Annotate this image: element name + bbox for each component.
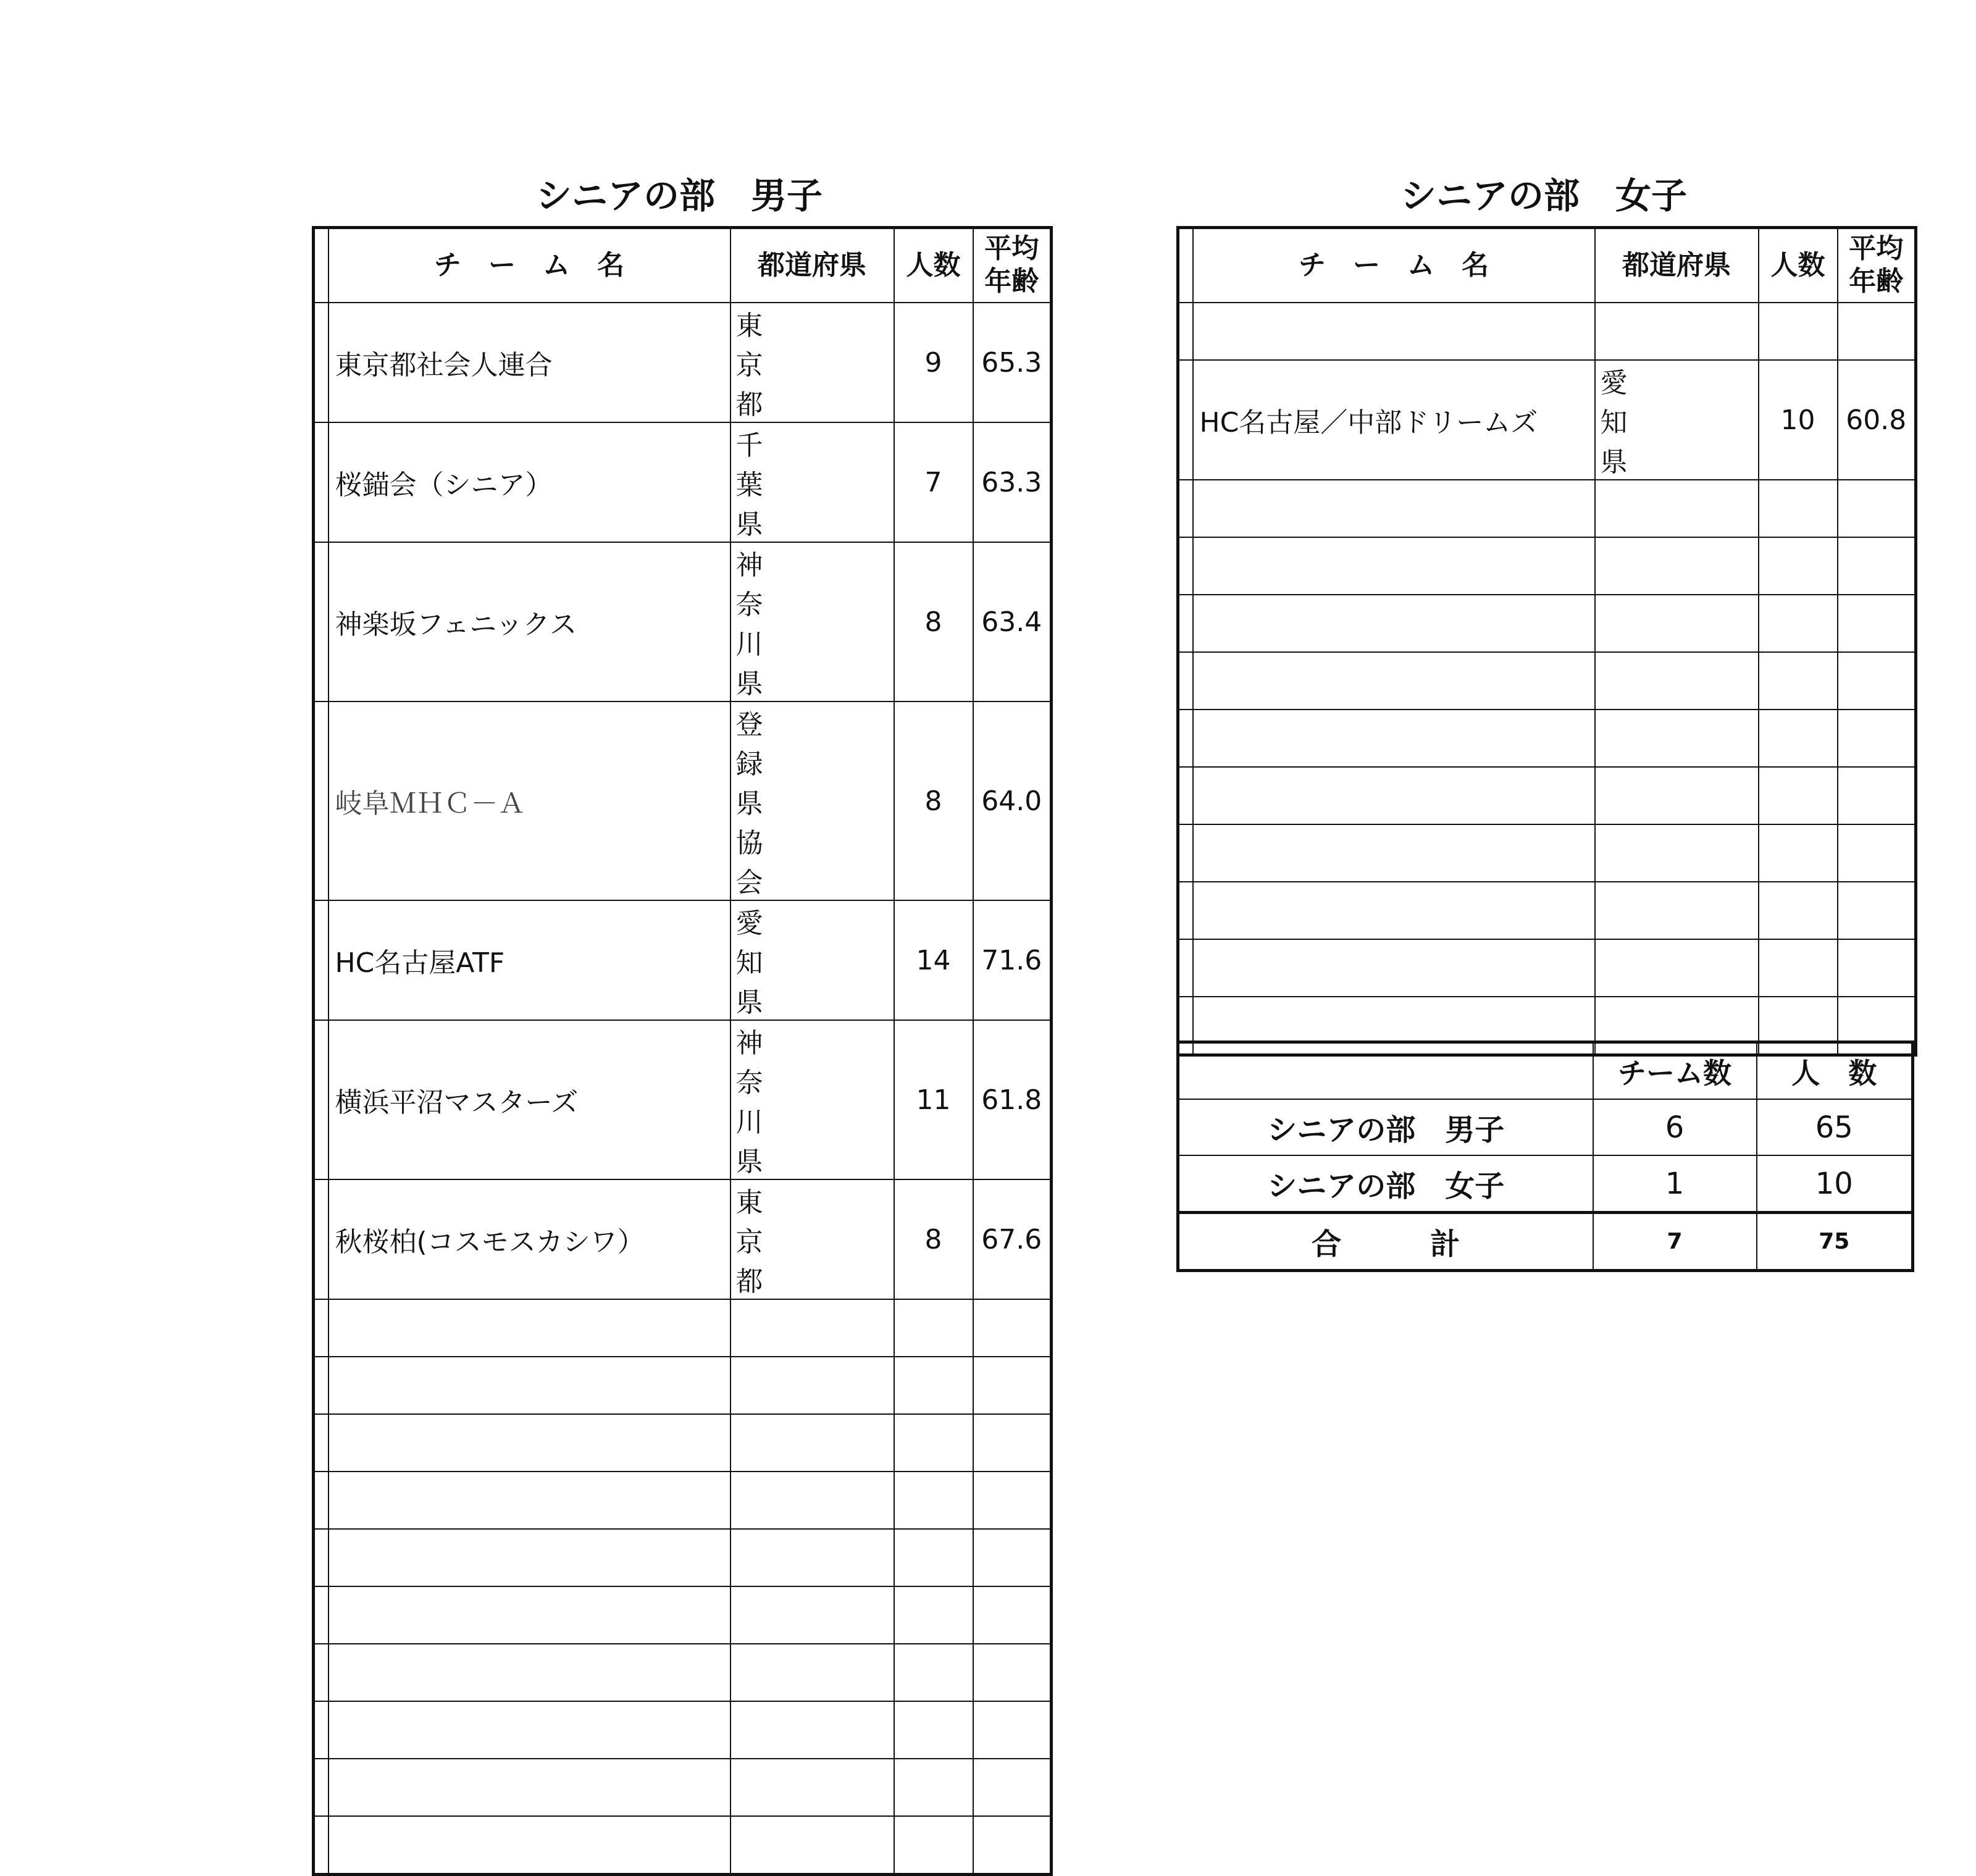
summary-table: [1176, 1041, 1914, 1272]
average-age-header-line2: 年齢: [984, 266, 1039, 297]
average-age-cell: [1838, 480, 1916, 537]
prefecture-cell: [1595, 360, 1759, 480]
count-cell: [1759, 882, 1838, 939]
prefecture-char: 県: [735, 1146, 763, 1178]
table-row: [314, 303, 1052, 422]
row-stub: [314, 1644, 329, 1701]
count-header: 人数: [894, 228, 973, 303]
prefecture-text: [736, 543, 889, 701]
men-header-row: [314, 228, 1052, 303]
table-row: [314, 1357, 1052, 1414]
row-stub: [314, 1179, 329, 1299]
count-cell: [894, 1357, 973, 1414]
prefecture-char: 県: [735, 987, 763, 1018]
row-stub: [1178, 652, 1193, 710]
prefecture-text: [1601, 361, 1753, 479]
row-stub: [314, 701, 329, 900]
prefecture-char: 県: [1600, 446, 1628, 478]
row-stub: [1178, 303, 1193, 360]
row-stub: [1178, 824, 1193, 882]
count-cell: 7: [894, 422, 973, 542]
table-row: [314, 1644, 1052, 1701]
team-name-cell: [1193, 537, 1595, 595]
row-stub: [314, 1759, 329, 1816]
count-cell: [1759, 652, 1838, 710]
prefecture-cell: [1595, 939, 1759, 997]
prefecture-text: [736, 423, 889, 542]
table-row: [1178, 939, 1916, 997]
average-age-cell: 67.6: [973, 1179, 1052, 1299]
count-cell: [1759, 480, 1838, 537]
team-name-cell: [329, 1529, 731, 1586]
summary-teams: 1: [1593, 1155, 1757, 1213]
team-name-cell: [329, 1357, 731, 1414]
row-stub: [314, 900, 329, 1020]
row-stub: [314, 1529, 329, 1586]
average-age-cell: [1838, 537, 1916, 595]
average-age-cell: 60.8: [1838, 360, 1916, 480]
prefecture-cell: [731, 422, 894, 542]
average-age-cell: 71.6: [973, 900, 1052, 1020]
count-cell: 11: [894, 1020, 973, 1179]
team-name-cell: [1193, 710, 1595, 767]
row-stub: [314, 1299, 329, 1357]
prefecture-cell: [1595, 767, 1759, 824]
count-cell: 14: [894, 900, 973, 1020]
team-name-cell: [329, 1414, 731, 1472]
summary-people: 65: [1757, 1099, 1913, 1155]
prefecture-cell: [1595, 537, 1759, 595]
prefecture-char: 神: [735, 1028, 763, 1059]
average-age-cell: [973, 1586, 1052, 1644]
prefecture-cell: [1595, 882, 1759, 939]
average-age-cell: [973, 1644, 1052, 1701]
table-row: [314, 1586, 1052, 1644]
average-age-cell: [1838, 710, 1916, 767]
average-age-cell: [1838, 652, 1916, 710]
team-name-cell: 横浜平沼マスターズ: [329, 1020, 731, 1179]
prefecture-cell: [1595, 303, 1759, 360]
row-stub: [314, 542, 329, 701]
prefecture-cell: [1595, 824, 1759, 882]
prefecture-char: 県: [735, 788, 763, 819]
table-row: [1178, 882, 1916, 939]
average-age-cell: [973, 1759, 1052, 1816]
prefecture-cell: [1595, 710, 1759, 767]
team-name-cell: HC名古屋／中部ドリームズ: [1193, 360, 1595, 480]
table-row: [314, 1414, 1052, 1472]
row-stub: [1178, 537, 1193, 595]
prefecture-char: 京: [735, 350, 763, 381]
summary-people-header: 人 数: [1757, 1042, 1913, 1100]
prefecture-cell: [731, 1472, 894, 1529]
prefecture-char: 協: [735, 827, 763, 859]
row-stub: [1178, 767, 1193, 824]
prefecture-cell: [731, 1020, 894, 1179]
prefecture-char: 愛: [735, 908, 763, 939]
row-stub: [314, 1414, 329, 1472]
prefecture-char: 東: [735, 1187, 763, 1218]
prefecture-char: 奈: [735, 1067, 763, 1099]
summary-teams: 6: [1593, 1099, 1757, 1155]
average-age-cell: [973, 1529, 1052, 1586]
team-name-cell: 桜錨会（シニア）: [329, 422, 731, 542]
team-name-cell: 神楽坂フェニックス: [329, 542, 731, 701]
team-name-cell: [329, 1299, 731, 1357]
row-stub: [1178, 939, 1193, 997]
women-header-row: [1178, 228, 1916, 303]
row-stub: [1178, 882, 1193, 939]
count-cell: [894, 1759, 973, 1816]
team-name-cell: HC名古屋ATF: [329, 900, 731, 1020]
summary-row-men: [1178, 1099, 1913, 1155]
table-row: [1178, 537, 1916, 595]
prefecture-char: 千: [735, 430, 763, 461]
row-stub: [314, 1472, 329, 1529]
count-cell: 8: [894, 1179, 973, 1299]
team-name-cell: [1193, 652, 1595, 710]
count-cell: [894, 1586, 973, 1644]
average-age-header: [973, 228, 1052, 303]
prefecture-char: 録: [735, 748, 763, 780]
prefecture-text: [736, 303, 889, 422]
average-age-header: [1838, 228, 1916, 303]
prefecture-cell: [731, 1759, 894, 1816]
count-cell: 9: [894, 303, 973, 422]
count-cell: [1759, 303, 1838, 360]
prefecture-cell: [731, 701, 894, 900]
table-row: [314, 701, 1052, 900]
table-row: [314, 1816, 1052, 1875]
count-cell: [1759, 710, 1838, 767]
average-age-cell: 63.3: [973, 422, 1052, 542]
prefecture-char: 県: [735, 668, 763, 700]
table-row: [314, 1020, 1052, 1179]
average-age-header-line1: 平均: [984, 233, 1039, 265]
prefecture-cell: [731, 1357, 894, 1414]
count-cell: 8: [894, 701, 973, 900]
prefecture-char: 京: [735, 1226, 763, 1258]
team-name-cell: [329, 1759, 731, 1816]
row-stub: [314, 1701, 329, 1759]
prefecture-char: 東: [735, 310, 763, 341]
table-row: [314, 422, 1052, 542]
row-stub: [1178, 480, 1193, 537]
team-name-cell: 岐阜ＭＨＣ－Ａ: [329, 701, 731, 900]
prefecture-header: 都道府県: [1595, 228, 1759, 303]
prefecture-cell: [1595, 595, 1759, 652]
table-row: [314, 1759, 1052, 1816]
table-row: [1178, 710, 1916, 767]
prefecture-cell: [731, 1701, 894, 1759]
prefecture-char: 川: [735, 1107, 763, 1138]
prefecture-cell: [731, 1816, 894, 1875]
prefecture-char: 知: [1600, 407, 1628, 438]
team-name-cell: [329, 1701, 731, 1759]
summary-corner: [1178, 1042, 1593, 1100]
prefecture-cell: [731, 1644, 894, 1701]
team-name-cell: [1193, 767, 1595, 824]
row-stub: [1178, 595, 1193, 652]
table-row: [314, 1472, 1052, 1529]
count-cell: 10: [1759, 360, 1838, 480]
table-row: [314, 1179, 1052, 1299]
summary-row-women: [1178, 1155, 1913, 1213]
summary-label: シニアの部 女子: [1178, 1155, 1593, 1213]
prefecture-cell: [731, 1299, 894, 1357]
team-name-cell: [1193, 824, 1595, 882]
prefecture-cell: [731, 900, 894, 1020]
average-age-cell: [973, 1701, 1052, 1759]
table-row: [1178, 595, 1916, 652]
summary-label: シニアの部 男子: [1178, 1099, 1593, 1155]
average-age-cell: [1838, 767, 1916, 824]
prefecture-header: 都道府県: [731, 228, 894, 303]
prefecture-char: 奈: [735, 589, 763, 621]
row-stub: [314, 303, 329, 422]
team-name-cell: 東京都社会人連合: [329, 303, 731, 422]
row-stub: [314, 228, 329, 303]
prefecture-cell: [731, 542, 894, 701]
prefecture-cell: [1595, 652, 1759, 710]
prefecture-char: 都: [735, 389, 763, 421]
count-cell: [1759, 767, 1838, 824]
average-age-cell: [973, 1414, 1052, 1472]
count-cell: [894, 1299, 973, 1357]
table-row: [314, 1529, 1052, 1586]
team-name-cell: 秋桜柏(コスモスカシワ）: [329, 1179, 731, 1299]
prefecture-char: 都: [735, 1266, 763, 1297]
team-name-cell: [329, 1816, 731, 1875]
average-age-cell: 63.4: [973, 542, 1052, 701]
row-stub: [1178, 228, 1193, 303]
team-name-cell: [329, 1472, 731, 1529]
row-stub: [314, 1586, 329, 1644]
women-table: [1176, 226, 1917, 1057]
count-cell: [894, 1816, 973, 1875]
average-age-cell: [1838, 939, 1916, 997]
prefecture-cell: [731, 1586, 894, 1644]
prefecture-char: 葉: [735, 469, 763, 501]
table-row: [1178, 824, 1916, 882]
summary-header-row: [1178, 1042, 1913, 1100]
table-row: [314, 1701, 1052, 1759]
table-row: [1178, 303, 1916, 360]
average-age-cell: [1838, 882, 1916, 939]
row-stub: [314, 1816, 329, 1875]
average-age-cell: [1838, 595, 1916, 652]
count-cell: [894, 1701, 973, 1759]
summary-total-row: [1178, 1213, 1913, 1271]
prefecture-char: 登: [735, 709, 763, 740]
prefecture-cell: [731, 1414, 894, 1472]
team-name-cell: [1193, 939, 1595, 997]
summary-teams-header: チーム数: [1593, 1042, 1757, 1100]
average-age-cell: 64.0: [973, 701, 1052, 900]
average-age-cell: [973, 1299, 1052, 1357]
prefecture-char: 知: [735, 947, 763, 979]
prefecture-text: [736, 1021, 889, 1179]
team-name-cell: [1193, 595, 1595, 652]
count-cell: [894, 1644, 973, 1701]
row-stub: [314, 422, 329, 542]
average-age-cell: [1838, 824, 1916, 882]
row-stub: [314, 1020, 329, 1179]
row-stub: [1178, 710, 1193, 767]
prefecture-char: 神: [735, 550, 763, 581]
table-row: [1178, 480, 1916, 537]
team-name-cell: [1193, 480, 1595, 537]
team-name-cell: [1193, 303, 1595, 360]
table-row: [1178, 360, 1916, 480]
average-age-header-line2: 年齢: [1849, 266, 1904, 297]
table-row: [314, 1299, 1052, 1357]
women-title: シニアの部 女子: [1400, 175, 1687, 217]
table-row: [314, 900, 1052, 1020]
count-cell: [1759, 595, 1838, 652]
prefecture-text: [736, 1180, 889, 1299]
summary-total-label: 合 計: [1178, 1213, 1593, 1271]
average-age-cell: [973, 1472, 1052, 1529]
men-table: [312, 226, 1053, 1876]
table-row: [1178, 767, 1916, 824]
prefecture-char: 県: [735, 509, 763, 540]
team-name-header: チ ー ム 名: [329, 228, 731, 303]
prefecture-text: [736, 901, 889, 1020]
average-age-header-line1: 平均: [1849, 233, 1904, 265]
count-cell: [894, 1414, 973, 1472]
men-title: シニアの部 男子: [535, 175, 823, 217]
prefecture-cell: [1595, 480, 1759, 537]
average-age-cell: [1838, 303, 1916, 360]
prefecture-text: [736, 702, 889, 900]
count-cell: [1759, 824, 1838, 882]
row-stub: [314, 1357, 329, 1414]
prefecture-char: 川: [735, 629, 763, 660]
count-cell: [894, 1529, 973, 1586]
team-name-cell: [329, 1586, 731, 1644]
summary-total-people: 75: [1757, 1213, 1913, 1271]
count-header: 人数: [1759, 228, 1838, 303]
prefecture-char: 愛: [1600, 367, 1628, 399]
count-cell: [1759, 537, 1838, 595]
average-age-cell: 61.8: [973, 1020, 1052, 1179]
count-cell: 8: [894, 542, 973, 701]
table-row: [314, 542, 1052, 701]
row-stub: [1178, 360, 1193, 480]
summary-total-teams: 7: [1593, 1213, 1757, 1271]
prefecture-cell: [731, 303, 894, 422]
average-age-cell: 65.3: [973, 303, 1052, 422]
team-name-cell: [1193, 882, 1595, 939]
team-name-cell: [329, 1644, 731, 1701]
prefecture-cell: [731, 1179, 894, 1299]
summary-people: 10: [1757, 1155, 1913, 1213]
prefecture-char: 会: [735, 867, 763, 898]
count-cell: [894, 1472, 973, 1529]
table-row: [1178, 652, 1916, 710]
average-age-cell: [973, 1816, 1052, 1875]
team-name-header: チ ー ム 名: [1193, 228, 1595, 303]
count-cell: [1759, 939, 1838, 997]
average-age-cell: [973, 1357, 1052, 1414]
prefecture-cell: [731, 1529, 894, 1586]
